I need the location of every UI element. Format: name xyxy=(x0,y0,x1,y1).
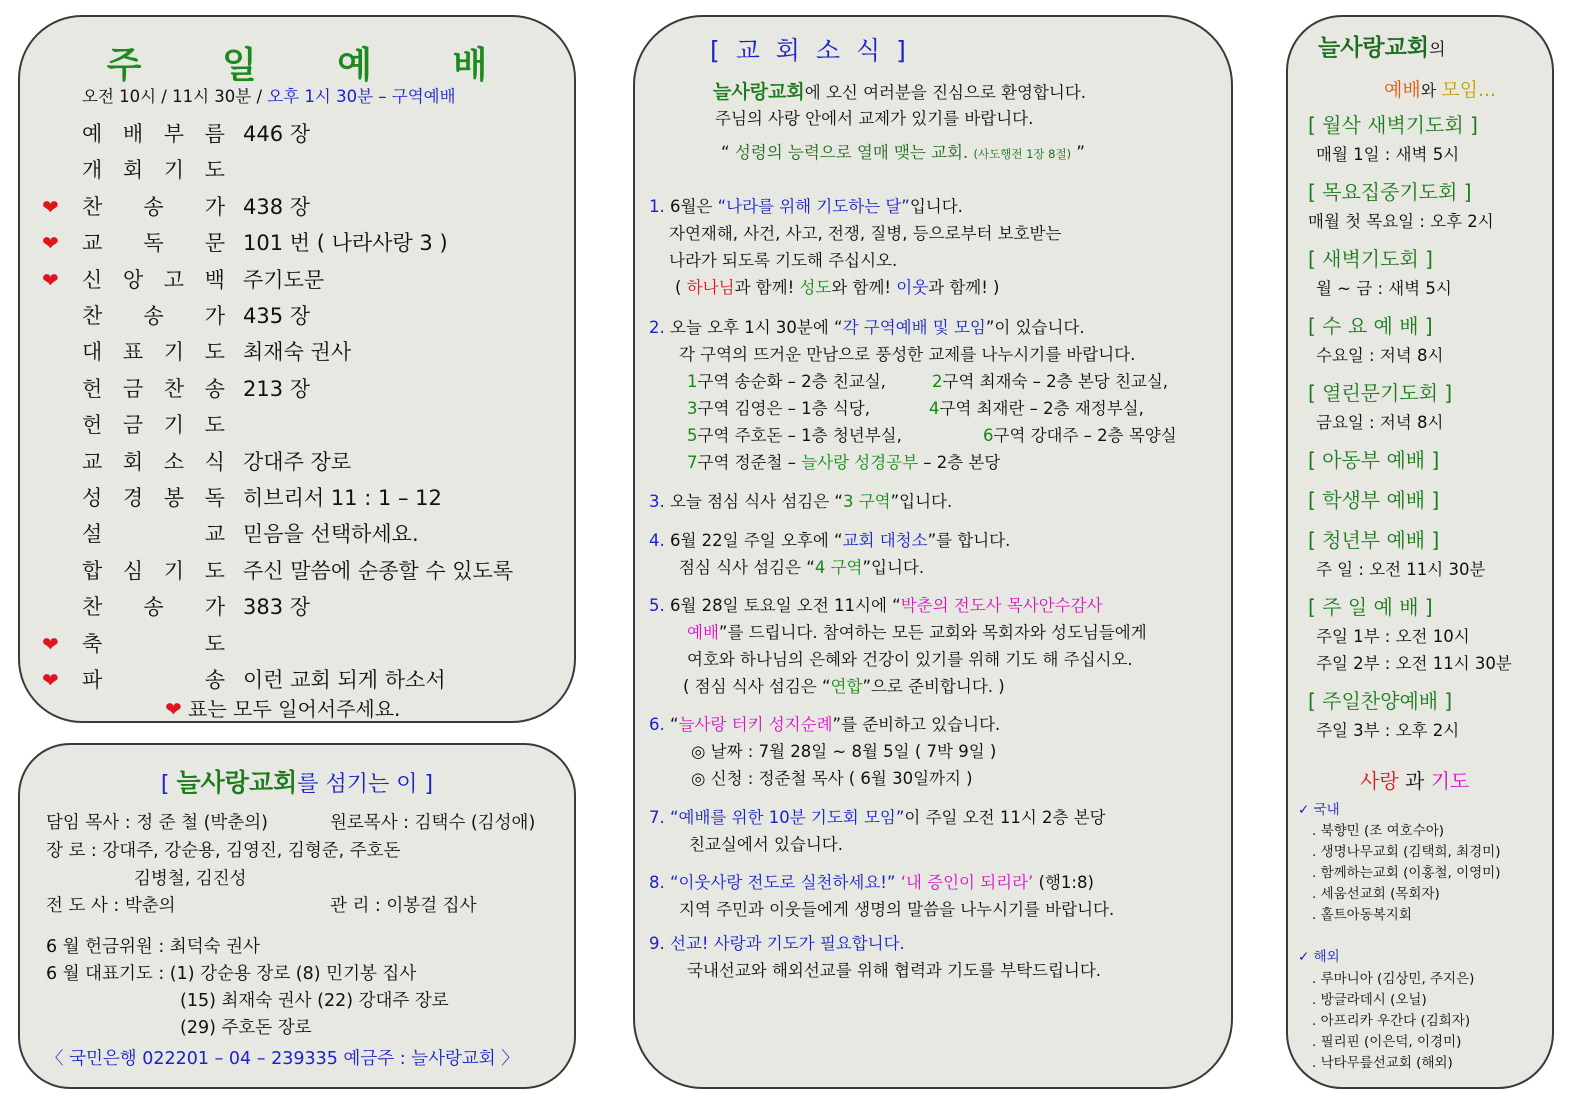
order-row xyxy=(20,373,574,409)
bullet-icon: . xyxy=(1312,823,1321,839)
news-item-8-line: 지역 주민과 이웃들에게 생명의 말씀을 나누시기를 바랍니다. xyxy=(679,900,1115,919)
order-row xyxy=(20,409,574,445)
mission-item: . 생명나무교회 (김택희, 최경미) xyxy=(1312,844,1501,860)
order-value: 주기도문 xyxy=(243,267,325,292)
zone-7: 7구역 정준철 – 늘사랑 성경공부 – 2층 본당 xyxy=(687,453,1001,472)
representative-prayer-cont1: (15) 최재숙 권사 (22) 강대주 장로 xyxy=(180,991,449,1011)
bullet-icon: . xyxy=(1312,886,1321,902)
schedule-title: [ 학생부 예배 ] xyxy=(1308,488,1440,512)
order-label: 대 표 기 도 xyxy=(82,340,225,365)
news-item-7-line: 친교실에서 있습니다. xyxy=(689,835,843,854)
schedule-title: [ 목요집중기도회 ] xyxy=(1308,180,1472,204)
news-item-1: 1. 6월은 “나라를 위해 기도하는 달”입니다. xyxy=(649,197,963,216)
news-item-2: 2. 오늘 오후 1시 30분에 “각 구역예배 및 모임”이 있습니다. xyxy=(649,318,1085,337)
order-row xyxy=(20,591,574,627)
mission-item: . 세움선교회 (목회자) xyxy=(1312,886,1440,902)
schedule-time: 주 일 : 오전 11시 30분 xyxy=(1316,560,1486,579)
bullet-icon: . xyxy=(1312,844,1321,860)
emeritus-pastor: 원로목사 : 김택수 (김성애) xyxy=(330,813,536,833)
zone-1: 1구역 송순화 – 2층 친교실, xyxy=(687,372,886,391)
order-row xyxy=(20,264,574,300)
news-item-1-line: ( 하나님과 함께! 성도와 함께! 이웃과 함께! ) xyxy=(675,278,1000,297)
manager: 관 리 : 이봉걸 집사 xyxy=(330,896,477,916)
check-icon: ✓ xyxy=(1298,949,1310,965)
church-motto: “ 성령의 능력으로 열매 맺는 교회. (사도행전 1장 8절) ” xyxy=(721,143,1085,162)
mission-item: . 북향민 (조 여호수아) xyxy=(1312,823,1445,839)
schedule-title: [ 새벽기도회 ] xyxy=(1308,247,1433,271)
order-value: 438 장 xyxy=(243,194,311,219)
mission-item: . 함께하는교회 (이홍철, 이영미) xyxy=(1312,865,1501,881)
order-label: 파 송 xyxy=(82,668,225,692)
schedule-time: 월 ~ 금 : 새벽 5시 xyxy=(1316,279,1452,298)
bullet-icon: . xyxy=(1312,1055,1321,1071)
heart-icon: ❤ xyxy=(42,231,59,256)
order-value: 믿음을 선택하세요. xyxy=(243,522,419,547)
bullet-icon: . xyxy=(1312,992,1321,1008)
prayer-heading: 사랑 과 기도 xyxy=(1360,769,1470,793)
order-label: 설 교 xyxy=(82,522,225,547)
evangelist: 전 도 사 : 박춘의 xyxy=(46,896,176,916)
bullet-icon: . xyxy=(1312,1034,1321,1050)
zone-5: 5구역 주호돈 – 1층 청년부실, xyxy=(687,426,902,445)
heart-icon: ❤ xyxy=(42,267,59,292)
news-item-9-line: 국내선교와 해외선교를 위해 협력과 기도를 부탁드립니다. xyxy=(687,961,1102,980)
order-value: 101 번 ( 나라사랑 3 ) xyxy=(243,231,448,256)
order-label: 교 회 소 식 xyxy=(82,449,225,474)
zone-4: 4구역 최재란 – 2층 재정부실, xyxy=(929,399,1144,418)
news-item-5: 5. 6월 28일 토요일 오전 11시에 “박춘의 전도사 목사안수감사 xyxy=(649,596,1103,615)
order-value: 213 장 xyxy=(243,376,311,401)
order-label: 교 독 문 xyxy=(82,231,225,256)
worship-title: 주 일 예 배 xyxy=(106,45,522,86)
order-value: 최재숙 권사 xyxy=(243,340,352,365)
order-row xyxy=(20,118,574,154)
schedule-time: 수요일 : 저녁 8시 xyxy=(1316,346,1444,365)
schedule-title: [ 열린문기도회 ] xyxy=(1308,381,1453,405)
schedule-time: 금요일 : 저녁 8시 xyxy=(1316,413,1444,432)
heart-icon: ❤ xyxy=(42,668,59,692)
order-row xyxy=(20,336,574,372)
zone-6: 6구역 강대주 – 2층 목양실 xyxy=(983,426,1177,445)
servants-title: [ 늘사랑교회를 섬기는 이 ] xyxy=(160,768,434,797)
standing-note: ❤ 표는 모두 일어서주세요. xyxy=(165,697,401,721)
news-item-6-line: ◎ 신청 : 정준철 목사 ( 6월 30일까지 ) xyxy=(691,769,973,788)
order-row xyxy=(20,482,574,518)
bank-account: 〈 국민은행 022201 – 04 – 239335 예금주 : 늘사랑교회 〉 xyxy=(46,1049,519,1069)
news-item-6-line: ◎ 날짜 : 7월 28일 ~ 8월 5일 ( 7박 9일 ) xyxy=(691,742,997,761)
order-label: 헌 금 찬 송 xyxy=(82,376,225,401)
news-item-6: 6. “늘사랑 터키 성지순례”를 준비하고 있습니다. xyxy=(649,715,1001,734)
order-value: 446 장 xyxy=(243,122,311,146)
order-row xyxy=(20,518,574,554)
senior-pastor: 담임 목사 : 정 준 철 (박춘의) xyxy=(46,813,268,833)
heart-icon: ❤ xyxy=(42,194,59,219)
schedule-title: [ 청년부 예배 ] xyxy=(1308,528,1440,552)
mission-item: . 루마니아 (김상민, 주지은) xyxy=(1312,971,1475,987)
elders-cont: 김병철, 김진성 xyxy=(134,869,247,889)
news-item-4-line: 점심 식사 섬김은 “4 구역”입니다. xyxy=(679,558,925,577)
order-label: 신 앙 고 백 xyxy=(82,267,225,292)
mission-item: . 아프리카 우간다 (김희자) xyxy=(1312,1013,1471,1029)
order-row xyxy=(20,154,574,190)
heart-icon: ❤ xyxy=(165,697,182,721)
news-item-3: 3. 오늘 점심 식사 섬김은 “3 구역”입니다. xyxy=(649,492,953,511)
bullet-icon: . xyxy=(1312,971,1321,987)
order-value: 383 장 xyxy=(243,595,311,620)
schedule-time: 주일 3부 : 오후 2시 xyxy=(1316,721,1460,740)
side-subtitle: 예배와 모임... xyxy=(1384,79,1497,101)
domestic-heading: ✓ 국내 xyxy=(1298,802,1340,818)
schedule-time: 주일 1부 : 오전 10시 xyxy=(1316,627,1470,646)
bullet-icon: . xyxy=(1312,1013,1321,1029)
schedule-title: [ 주 일 예 배 ] xyxy=(1308,595,1433,619)
welcome-line: 늘사랑교회에 오신 여러분을 진심으로 환영합니다. xyxy=(713,81,1087,103)
order-row xyxy=(20,446,574,482)
order-label: 예 배 부 름 xyxy=(82,122,225,146)
order-row xyxy=(20,628,574,664)
mission-item: . 홀트아동복지회 xyxy=(1312,907,1412,923)
order-value: 435 장 xyxy=(243,304,311,328)
order-value: 히브리서 11 : 1 – 12 xyxy=(243,486,442,510)
offering-committee: 6 월 헌금위원 : 최덕숙 권사 xyxy=(46,937,260,957)
servants-panel xyxy=(18,743,576,1089)
order-label: 찬 송 가 xyxy=(82,194,225,219)
schedule-title: [ 아동부 예배 ] xyxy=(1308,448,1440,472)
order-row xyxy=(20,300,574,336)
worship-times: 오전 10시 / 11시 30분 / 오후 1시 30분 – 구역예배 xyxy=(82,87,456,106)
news-item-1-line: 자연재해, 사건, 사고, 전쟁, 질병, 등으로부터 보호받는 xyxy=(669,224,1062,243)
news-item-2-line: 각 구역의 뜨거운 만남으로 풍성한 교제를 나누시기를 바랍니다. xyxy=(679,345,1136,364)
order-label: 합 심 기 도 xyxy=(82,558,225,583)
news-item-5-line: 예배”를 드립니다. 참여하는 모든 교회와 목회자와 성도님들에게 xyxy=(687,623,1147,642)
representative-prayer-cont2: (29) 주호돈 장로 xyxy=(180,1018,312,1038)
news-item-5-line: 여호와 하나님의 은혜와 건강이 있기를 위해 기도 해 주십시오. xyxy=(687,650,1133,669)
bullet-icon: . xyxy=(1312,865,1321,881)
heart-icon: ❤ xyxy=(42,631,59,656)
news-item-5-line: ( 점심 식사 섬김은 “연합”으로 준비합니다. ) xyxy=(683,677,1005,696)
order-value: 강대주 장로 xyxy=(243,449,352,474)
order-row xyxy=(20,191,574,227)
schedule-title: [ 주일찬양예배 ] xyxy=(1308,689,1453,713)
order-label: 개 회 기 도 xyxy=(82,158,225,183)
news-item-7: 7. “예배를 위한 10분 기도회 모임”이 주일 오전 11시 2층 본당 xyxy=(649,808,1106,827)
news-item-8: 8. “이웃사랑 전도로 실천하세요!” ‘내 증인이 되리라’ (행1:8) xyxy=(649,873,1094,892)
side-brand: 늘사랑교회의 xyxy=(1318,35,1446,61)
zone-2: 2구역 최재숙 – 2층 본당 친교실, xyxy=(932,372,1169,391)
worship-order-panel xyxy=(18,15,576,723)
news-item-9: 9. 선교! 사랑과 기도가 필요합니다. xyxy=(649,934,905,953)
schedule-time: 매월 첫 목요일 : 오후 2시 xyxy=(1308,212,1494,231)
overseas-heading: ✓ 해외 xyxy=(1298,949,1340,965)
schedule-title: [ 월삭 새벽기도회 ] xyxy=(1308,113,1478,137)
mission-item: . 필리핀 (이은덕, 이경미) xyxy=(1312,1034,1462,1050)
elders: 장 로 : 강대주, 강순용, 김영진, 김형준, 주호돈 xyxy=(46,841,401,861)
mission-item: . 낙타무릎선교회 (해외) xyxy=(1312,1055,1453,1071)
order-label: 찬 송 가 xyxy=(82,304,225,328)
news-heading: [ 교 회 소 식 ] xyxy=(710,36,910,65)
order-value: 주신 말씀에 순종할 수 있도록 xyxy=(243,558,514,583)
church-news-panel xyxy=(633,15,1233,1089)
mission-item: . 방글라데시 (오닐) xyxy=(1312,992,1427,1008)
schedule-time: 매월 1일 : 새벽 5시 xyxy=(1316,145,1460,164)
order-row xyxy=(20,555,574,591)
news-item-4: 4. 6월 22일 주일 오후에 “교회 대청소”를 합니다. xyxy=(649,531,1011,550)
order-value: 이런 교회 되게 하소서 xyxy=(243,668,446,692)
order-label: 성 경 봉 독 xyxy=(82,486,225,510)
order-label: 축 도 xyxy=(82,631,225,656)
order-label: 찬 송 가 xyxy=(82,595,225,620)
order-label: 헌 금 기 도 xyxy=(82,413,225,438)
welcome-line-2: 주님의 사랑 안에서 교제가 있기를 바랍니다. xyxy=(715,109,1034,128)
bullet-icon: . xyxy=(1312,907,1321,923)
representative-prayer: 6 월 대표기도 : (1) 강순용 장로 (8) 민기봉 집사 xyxy=(46,964,417,984)
check-icon: ✓ xyxy=(1298,802,1310,818)
schedule-panel xyxy=(1286,15,1554,1089)
schedule-title: [ 수 요 예 배 ] xyxy=(1308,314,1433,338)
schedule-time: 주일 2부 : 오전 11시 30분 xyxy=(1316,654,1512,673)
news-item-1-line: 나라가 되도록 기도해 주십시오. xyxy=(669,251,898,270)
order-row xyxy=(20,227,574,263)
zone-3: 3구역 김영은 – 1층 식당, xyxy=(687,399,870,418)
